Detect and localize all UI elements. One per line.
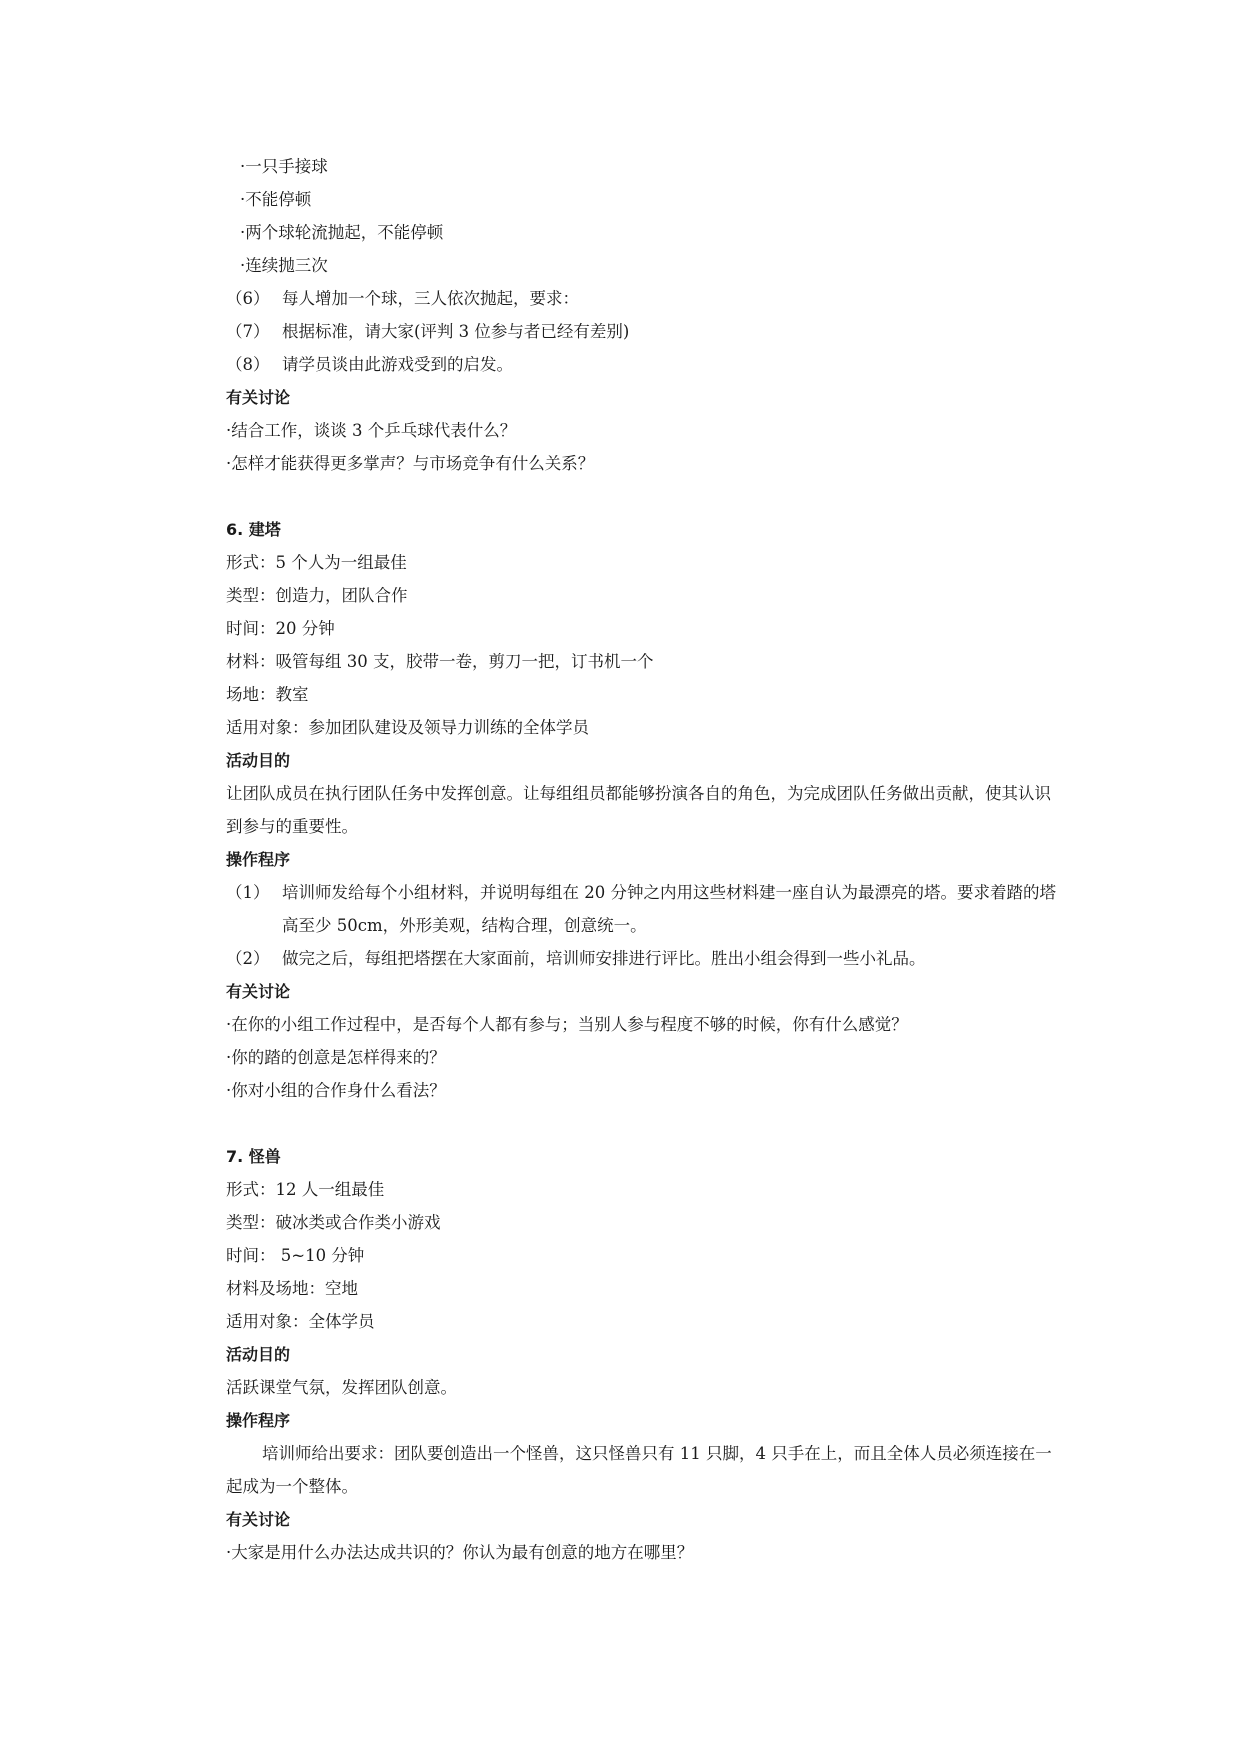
step-number: （7） [226, 322, 270, 341]
info-line: 材料：吸管每组 30 支，胶带一卷，剪刀一把，订书机一个 [226, 652, 654, 671]
purpose-paragraph: 活跃课堂气氛，发挥团队创意。 [226, 1378, 457, 1397]
discussion-bullet: ·你对小组的合作身什么看法？ [226, 1081, 446, 1100]
sub-bullet: ·连续抛三次 [240, 256, 328, 275]
section-heading: 有关讨论 [226, 388, 291, 407]
section-heading: 活动目的 [226, 1345, 291, 1364]
section-heading: 有关讨论 [226, 982, 291, 1001]
purpose-paragraph: 让团队成员在执行团队任务中发挥创意。让每组组员都能够扮演各自的角色，为完成团队任务做出贡献，使其认识到参与的重要性。 [226, 784, 1051, 836]
step-text: 培训师发给每个小组材料，并说明每组在 20 分钟之内用这些材料建一座自认为最漂亮的塔。要求着踏的塔高至少 50cm，外形美观，结构合理，创意统一。 [282, 883, 1056, 935]
step-number: （1） [226, 883, 270, 902]
discussion-bullet: ·在你的小组工作过程中，是否每个人都有参与；当别人参与程度不够的时候，你有什么感觉？ [226, 1015, 908, 1034]
sub-bullet: ·一只手接球 [240, 157, 328, 176]
step-number: （8） [226, 355, 270, 374]
discussion-bullet: ·你的踏的创意是怎样得来的？ [226, 1048, 446, 1067]
info-line: 场地：教室 [226, 685, 309, 704]
step-text: 请学员谈由此游戏受到的启发。 [282, 355, 513, 374]
procedure-step [226, 876, 1056, 942]
game-title: 7. 怪兽 [226, 1147, 281, 1166]
step-text: 根据标准，请大家(评判 3 位参与者已经有差别) [282, 322, 630, 341]
section-heading: 操作程序 [226, 850, 291, 869]
procedure-step [226, 942, 1056, 975]
discussion-bullet: ·大家是用什么办法达成共识的？你认为最有创意的地方在哪里？ [226, 1543, 694, 1562]
discussion-bullet: ·结合工作，谈谈 3 个乒乓球代表什么？ [226, 421, 517, 440]
sub-bullet: ·不能停顿 [240, 190, 312, 209]
info-line: 材料及场地：空地 [226, 1279, 358, 1298]
section-heading: 有关讨论 [226, 1510, 291, 1529]
step-number: （2） [226, 949, 270, 968]
step-text: 每人增加一个球，三人依次抛起，要求： [282, 289, 579, 308]
info-line: 类型：破冰类或合作类小游戏 [226, 1213, 441, 1232]
info-line: 适用对象：参加团队建设及领导力训练的全体学员 [226, 718, 589, 737]
page-content [226, 150, 1056, 1569]
game-title: 6. 建塔 [226, 520, 281, 539]
procedure-step [226, 315, 1056, 348]
sub-bullet: ·两个球轮流抛起，不能停顿 [240, 223, 444, 242]
step-number: （6） [226, 289, 270, 308]
info-line: 形式：5 个人为一组最佳 [226, 553, 407, 572]
spacer [226, 480, 1056, 513]
info-line: 时间：20 分钟 [226, 619, 335, 638]
discussion-bullet: ·怎样才能获得更多掌声？与市场竞争有什么关系？ [226, 454, 595, 473]
procedure-step [226, 282, 1056, 315]
spacer [226, 1107, 1056, 1140]
section-heading: 操作程序 [226, 1411, 291, 1430]
procedure-paragraph: 培训师给出要求：团队要创造出一个怪兽，这只怪兽只有 11 只脚，4 只手在上，而且全体人员必须连接在一起成为一个整体。 [226, 1444, 1052, 1496]
procedure-step [226, 348, 1056, 381]
section-heading: 活动目的 [226, 751, 291, 770]
info-line: 时间： 5~10 分钟 [226, 1246, 365, 1265]
info-line: 形式：12 人一组最佳 [226, 1180, 385, 1199]
info-line: 适用对象：全体学员 [226, 1312, 375, 1331]
step-text: 做完之后，每组把塔摆在大家面前，培训师安排进行评比。胜出小组会得到一些小礼品。 [282, 949, 926, 968]
info-line: 类型：创造力，团队合作 [226, 586, 408, 605]
